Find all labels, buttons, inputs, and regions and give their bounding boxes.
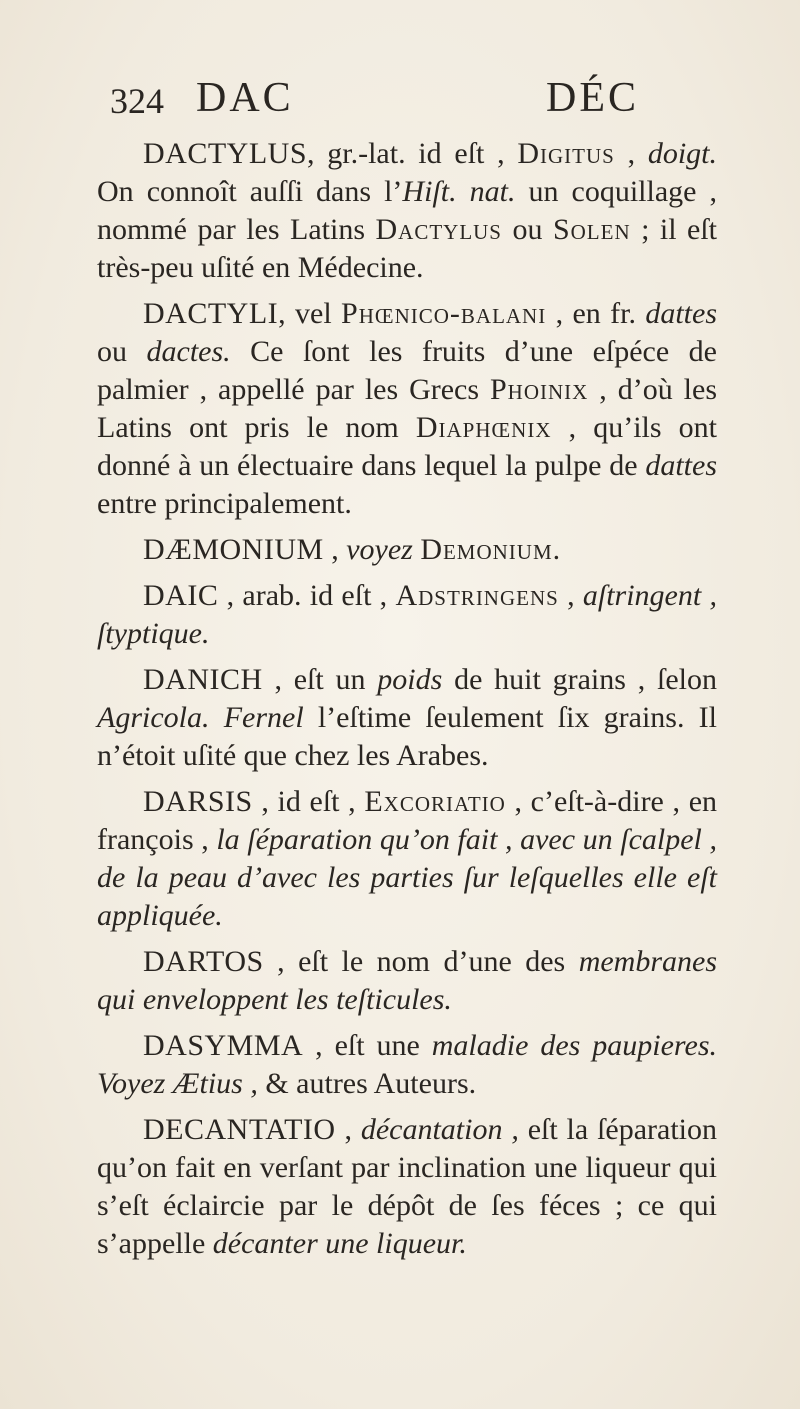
entry-text: ou (502, 213, 553, 246)
entry-text: aſtringent , ſtyptique. (97, 579, 717, 650)
entry-text: Excoriatio (364, 785, 506, 818)
entry-text: Phœnico-balani (341, 297, 547, 330)
entry-text: Diaphœnix (415, 411, 552, 444)
entry-text: On connoît auſſi dans l’ (97, 175, 403, 208)
entry-text: membranes qui enveloppent les teſticules. (97, 945, 717, 1016)
entry-text: ou (97, 335, 147, 368)
entry-text: , eſt une (303, 1029, 432, 1062)
entry-headword: DARSIS (143, 785, 253, 818)
entry-text: entre principalement. (97, 487, 352, 520)
entry-headword: DARTOS (143, 945, 264, 978)
entry-text: eſt la ſéparation qu’on fait en verſant par inclination une liqueur qui s’eſt éclaircie par le dépôt de ſes féces ; ce qui s’appelle (97, 1113, 718, 1260)
running-header (110, 74, 720, 134)
entry-text: Fernel (223, 701, 304, 734)
entry-text: Voyez Ætius , (97, 1067, 258, 1100)
entry-text: , id eſt , (252, 785, 365, 818)
entry-text: , c’eſt-à-dire , en françois , (97, 785, 718, 856)
entry-text: Agricola. (97, 701, 210, 734)
entry-daemonium (97, 531, 717, 569)
entry-text: dactes. (146, 335, 231, 368)
entry-text: , (558, 579, 583, 612)
entry-text: maladie des paupieres. (431, 1029, 717, 1062)
entry-headword: DACTYLUS (143, 137, 308, 170)
entry-dactyli (97, 295, 717, 523)
entry-text: la ſéparation qu’on fait , avec un ſcalpel , de la peau d’avec les parties ſur leſquelles elle eſt appliquée. (97, 823, 717, 932)
entry-daic (97, 577, 717, 653)
running-head-left: DAC (196, 75, 294, 121)
entry-text: , (323, 533, 347, 566)
entry-text: un coquillage , nommé par les Latins (97, 175, 717, 246)
entry-text: poids (377, 663, 443, 696)
entry-text: dattes (645, 297, 717, 330)
entry-text: Solen (552, 213, 631, 246)
entry-danich (97, 661, 717, 775)
entry-text: Demonium. (420, 533, 562, 566)
entry-text: l’eſtime ſeulement ſix grains. Il n’étoit uſité que chez les Arabes. (97, 701, 717, 772)
entry-text: , eſt un (262, 663, 378, 696)
entry-text: ; il eſt très-peu uſité en Médecine. (97, 213, 718, 284)
entry-text: Phoinix (490, 373, 589, 406)
entry-text: , eſt le nom d’une des (263, 945, 579, 978)
entry-dactylus (97, 135, 717, 287)
entry-headword: DASYMMA (143, 1029, 304, 1062)
entry-text: décantation , (360, 1113, 519, 1146)
entry-headword: DAIC (143, 579, 219, 612)
entry-decantatio (97, 1111, 717, 1263)
entry-text: & autres Auteurs. (257, 1067, 477, 1100)
dictionary-entries (97, 135, 717, 1271)
entry-text: doigt. (647, 137, 717, 170)
entry-text: Dactylus (375, 213, 502, 246)
entry-text: , qu’ils ont donné à un électuaire dans lequel la pulpe de (97, 411, 718, 482)
entry-headword: DACTYLI (143, 297, 279, 330)
entry-text: , arab. id eſt , (218, 579, 396, 612)
entry-dartos (97, 943, 717, 1019)
entry-text: , gr.-lat. id eſt , (307, 137, 518, 170)
entry-text: , d’où les Latins ont pris le nom (97, 373, 717, 444)
entry-text: Adstringens (395, 579, 559, 612)
entry-text: , (335, 1113, 361, 1146)
entry-headword: DANICH (143, 663, 263, 696)
entry-text: , vel (278, 297, 342, 330)
entry-text: décanter une liqueur. (212, 1227, 467, 1260)
entry-text: Hiſt. nat. (402, 175, 516, 208)
running-head-right: DÉC (546, 75, 639, 121)
entry-text: voyez (346, 533, 413, 566)
entry-text: Ce ſont les fruits d’une eſpéce de palmier , appellé par les Grecs (97, 335, 717, 406)
entry-headword: DECANTATIO (143, 1113, 336, 1146)
page-number: 324 (110, 81, 164, 121)
entry-text (210, 701, 224, 734)
entry-text: , en fr. (546, 297, 646, 330)
entry-headword: DÆMONIUM (143, 533, 324, 566)
entry-text: Digitus (517, 137, 615, 170)
entry-text: , (614, 137, 648, 170)
entry-text: de huit grains , ſelon (442, 663, 717, 696)
entry-dasymma (97, 1027, 717, 1103)
entry-darsis (97, 783, 717, 935)
entry-text: dattes (645, 449, 717, 482)
